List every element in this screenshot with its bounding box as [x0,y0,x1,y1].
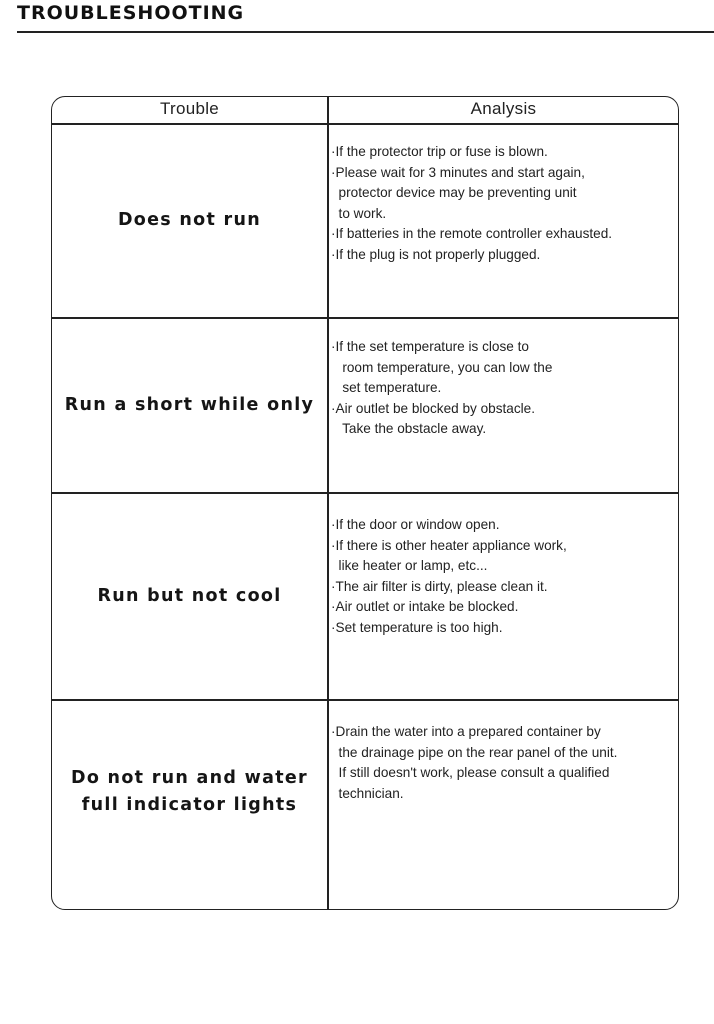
analysis-line: If still doesn't work, please consult a qualified [331,765,610,780]
analysis-line: the drainage pipe on the rear panel of the unit. [331,744,618,760]
troubleshooting-table [51,96,679,910]
analysis-line: ·Air outlet be blocked by obstacle. [331,400,536,416]
analysis-line: ·Please wait for 3 minutes and start again, [331,164,585,180]
analysis-line: ·If batteries in the remote controller exhausted. [331,226,613,241]
trouble-label: Does not run [117,210,261,230]
analysis-line: technician. [331,785,404,801]
analysis-line: ·If the protector trip or fuse is blown. [331,144,548,159]
trouble-label: Run but not cool [97,585,282,606]
analysis-line: set temperature. [331,380,442,395]
analysis-cell [331,337,678,440]
analysis-line: protector device may be preventing unit [331,185,577,200]
trouble-cell [52,493,327,699]
analysis-line: ·If the plug is not properly plugged. [331,246,541,262]
analysis-line: ·Drain the water into a prepared container by [331,724,601,739]
analysis-line: ·The air filter is dirty, please clean it. [331,578,548,594]
analysis-line: like heater or lamp, etc... [331,558,488,573]
analysis-line: room temperature, you can low the [331,359,553,375]
row-divider [52,699,678,701]
trouble-cell [52,318,327,492]
analysis-line: ·Air outlet or intake be blocked. [331,599,519,614]
title-divider [17,31,714,33]
trouble-label: Run a short while only [64,394,315,415]
column-divider [327,97,329,909]
header-analysis: Analysis [470,99,537,118]
analysis-line: Take the obstacle away. [331,421,487,436]
trouble-label: Do not run and water full indicator lights [71,768,308,815]
page-title: TROUBLESHOOTING [17,2,245,24]
analysis-line: ·If the set temperature is close to [331,339,529,354]
analysis-cell [331,515,678,638]
analysis-line: ·Set temperature is too high. [331,619,503,635]
analysis-line: ·If the door or window open. [331,517,500,532]
analysis-cell [331,142,678,265]
analysis-line: ·If there is other heater appliance work, [331,537,567,553]
trouble-cell [52,124,327,317]
trouble-cell [52,757,327,827]
header-trouble: Trouble [159,99,220,118]
analysis-cell [331,722,678,804]
analysis-line: to work. [331,205,387,221]
